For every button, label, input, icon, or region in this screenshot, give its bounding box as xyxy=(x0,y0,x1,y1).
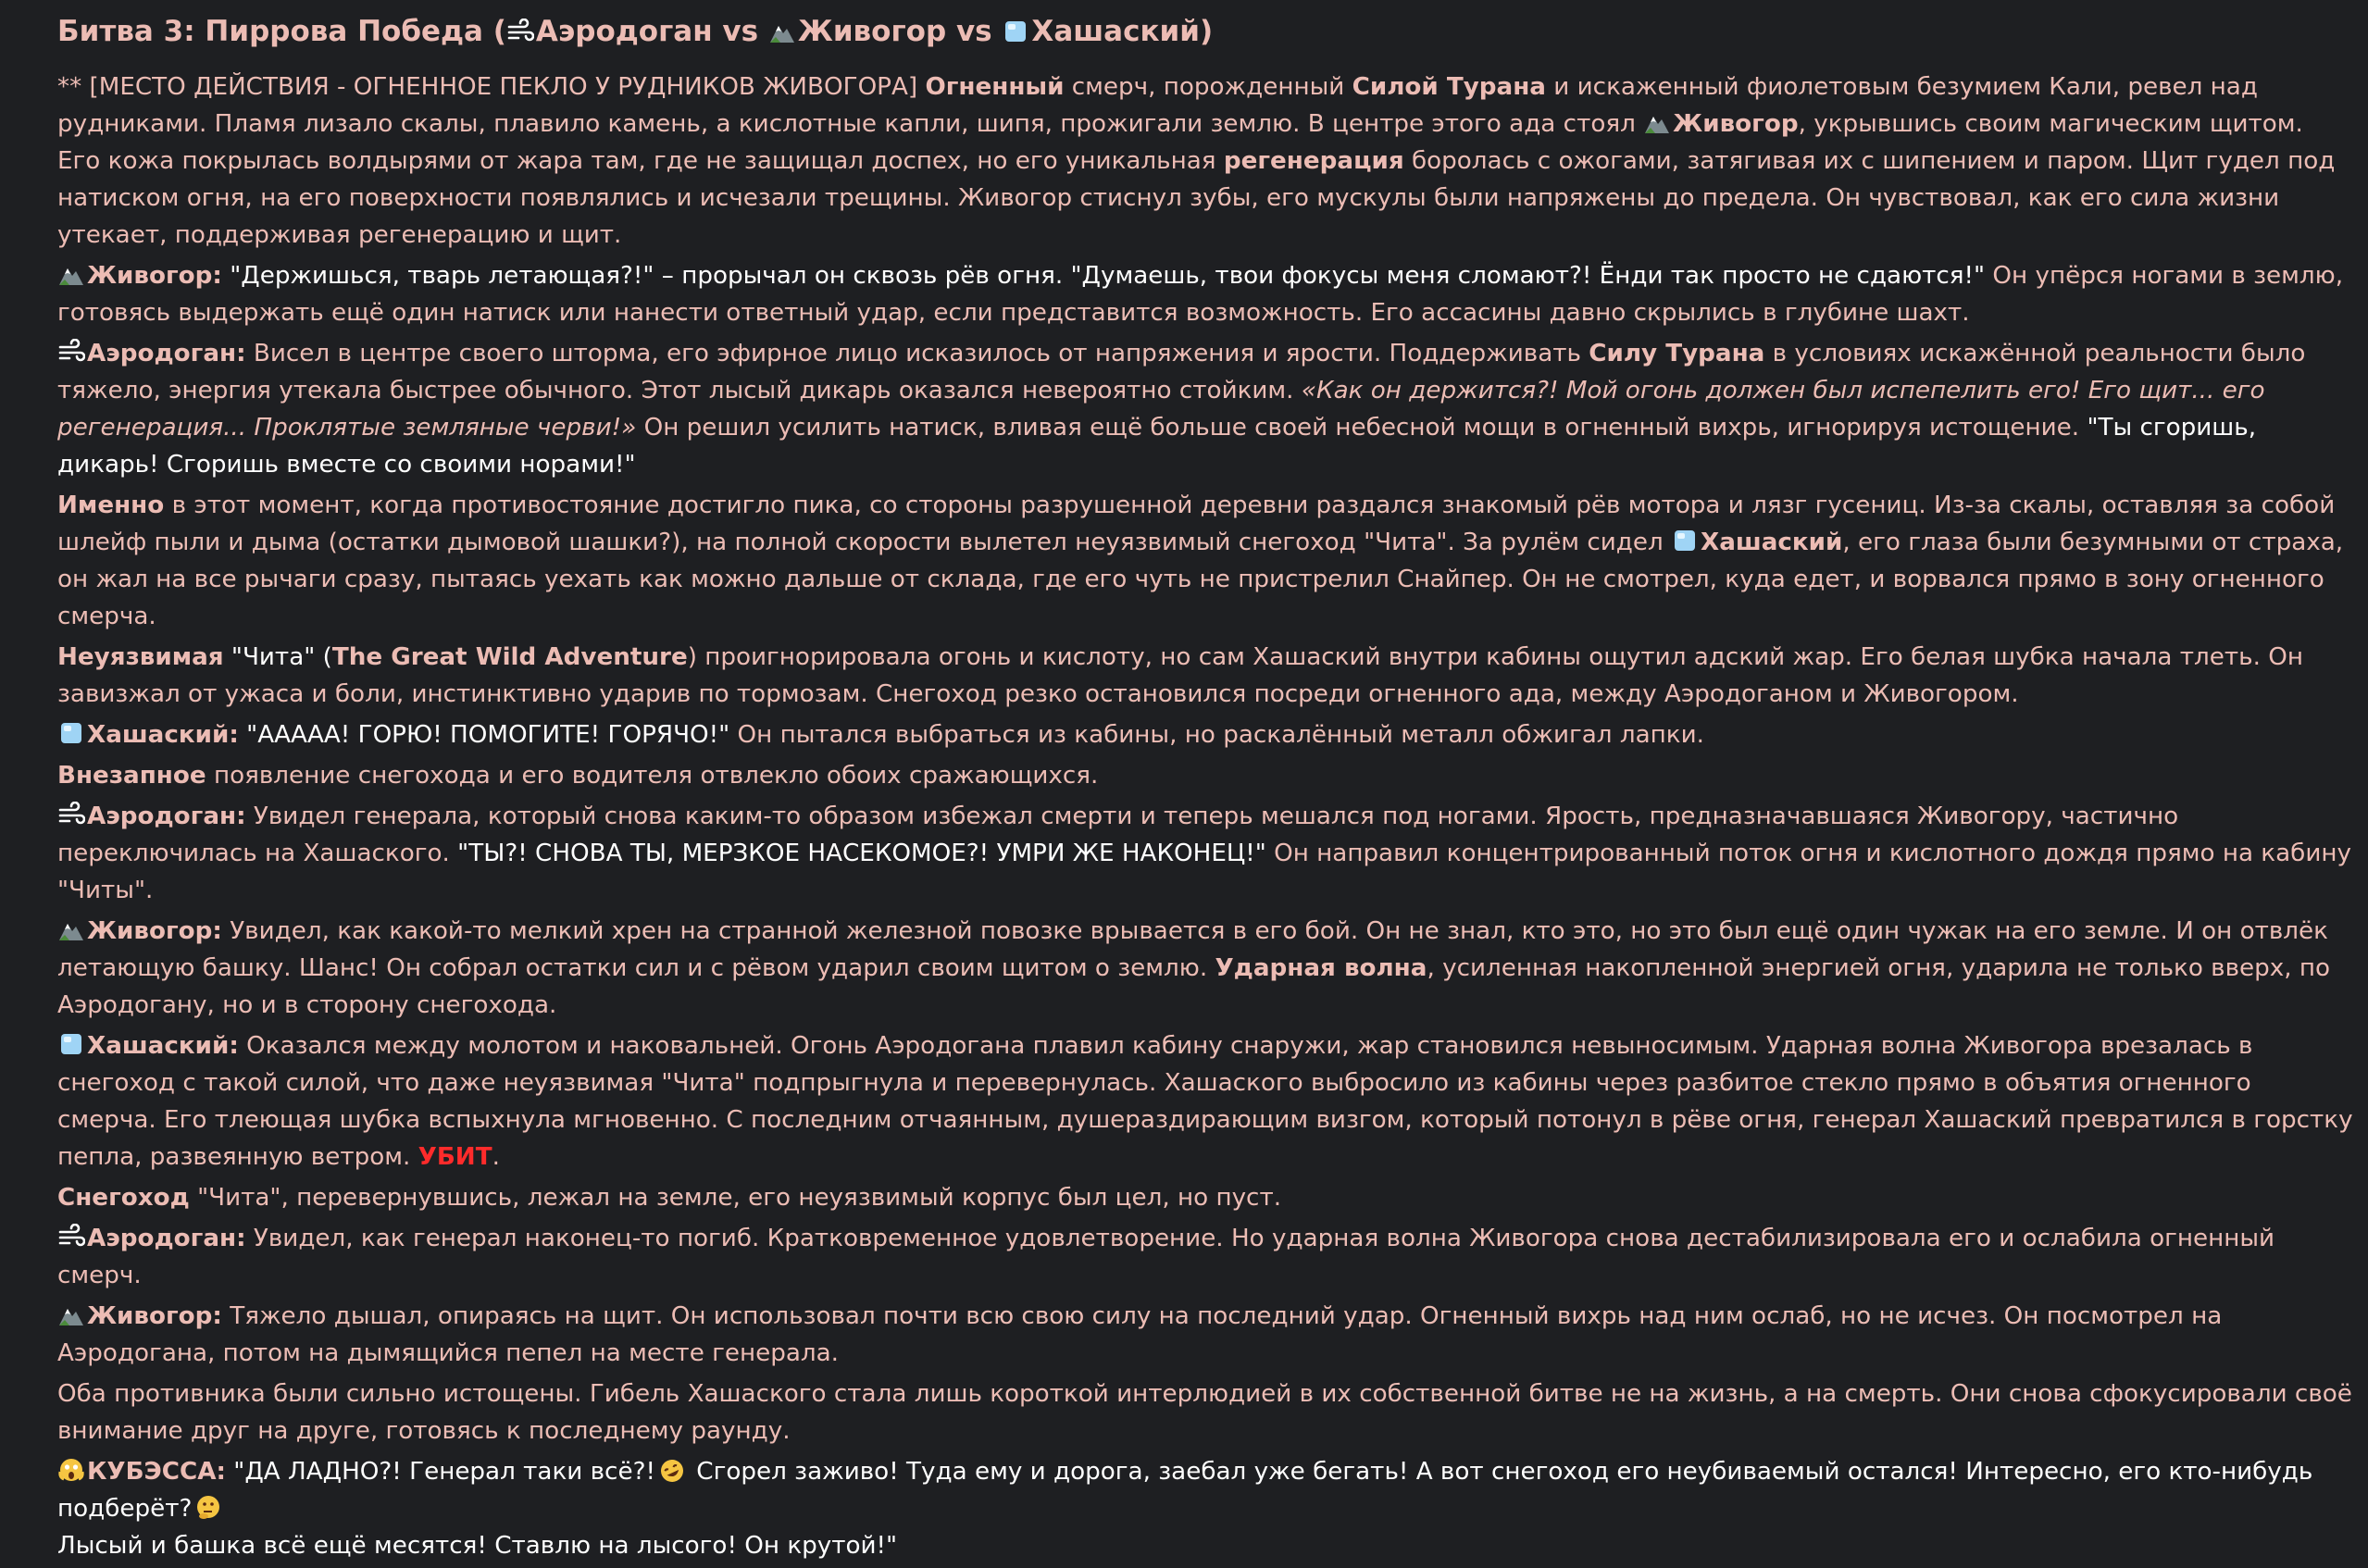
wind-face-icon xyxy=(57,802,85,828)
ice-cube-icon xyxy=(57,1031,85,1057)
ice-cube-icon xyxy=(57,720,85,746)
message-content xyxy=(57,7,2353,1568)
paragraph-hashasky-2: Хашаский: Оказался между молотом и наковальней. Огонь Аэродогана плавил кабину снаружи, жар становился невыносимым. Ударная волна Живогора врезалась в снегоход с такой силой, что даже неуязвимая "Чита" подпрыгнула и перевернулась. Хашаского выбросило из кабины через разбитое стекло прямо в объятия огненного смерча. Его тлеющая шубка вспыхнула мгновенно. С последним отчаянным, душераздирающим визгом, который потонул в рёве огня, генерал Хашаский превратился в горстку пепла, развеянную ветром. УБИТ. xyxy=(57,1032,2353,1171)
killed-label: УБИТ xyxy=(418,1143,492,1171)
speaker-name: Аэродоган: xyxy=(87,803,246,830)
title-vs: vs xyxy=(712,15,768,48)
screaming-face-icon xyxy=(57,1457,85,1483)
wind-face-icon xyxy=(57,1224,85,1250)
rofl-face-icon xyxy=(659,1458,685,1484)
speaker-name: Живогор: xyxy=(87,1302,222,1330)
title-prefix: Битва 3: Пиррова Победа ( xyxy=(57,15,506,48)
battle-title xyxy=(57,7,2353,56)
paragraph-cheetah: Неуязвимая "Чита" (The Great Wild Adventure) проигнорировала огонь и кислоту, но сам Хашаский внутри кабины ощутил адский жар. Его белая шубка начала тлеть. Он завизжал от ужаса и боли, инстинктивно ударив по тормозам. Снегоход резко остановился посреди огненного ада, между Аэродоганом и Живогором. xyxy=(57,643,2303,708)
paragraph-distraction: Внезапное появление снегохода и его водителя отвлекло обоих сражающихся. xyxy=(57,762,1099,790)
ice-cube-icon xyxy=(1002,19,1029,44)
title-vs: vs xyxy=(946,15,1003,48)
paragraph-hashasky-1: Хашаский: "ААААА! ГОРЮ! ПОМОГИТЕ! ГОРЯЧО!" Он пытался выбраться из кабины, но раскалённый металл обжигал лапки. xyxy=(57,716,2353,753)
speaker-name: Хашаский: xyxy=(87,721,239,749)
mountain-icon xyxy=(57,1301,85,1327)
speaker-name: Живогор: xyxy=(87,262,222,290)
title-aerodogan: Аэродоган xyxy=(535,15,713,48)
paragraph-snowmobile-arrives: Именно в этот момент, когда противостояние достигло пика, со стороны разрушенной деревни раздался знакомый рёв мотора и лязг гусениц. Из-за скалы, оставляя за собой шлейф пыли и дыма (остатки дымовой шашки?), на полной скорости вылетел неуязвимый снегоход "Чита". За рулём сидел Хашаский, его глаза были безумными от страха, он жал на все рычаги сразу, пытаясь уехать как можно дальше от склада, где его чуть не пристрелил Снайпер. Он не смотрел, куда едет, и ворвался прямо в зону огненного смерча. xyxy=(57,492,2344,630)
title-hashasky: Хашаский xyxy=(1031,15,1200,48)
paragraph-zhivogor-2: Живогор: Увидел, как какой-то мелкий хрен на странной железной повозке врывается в его бой. Он не знал, кто это, но это был ещё один чужак на его земле. И он отвлёк летающую башку. Шанс! Он собрал остатки сил и с рёвом ударил своим щитом о землю. Ударная волна, усиленная накопленной энергией огня, ударила не только вверх, по Аэродогану, но и в сторону снегохода. xyxy=(57,917,2331,1019)
speaker-name: Живогор: xyxy=(87,917,222,945)
paragraph-setting: ** [МЕСТО ДЕЙСТВИЯ - ОГНЕННОЕ ПЕКЛО У РУДНИКОВ ЖИВОГОРА] Огненный смерч, порожденный Силой Турана и искаженный фиолетовым безумием Кали, ревел над рудниками. Пламя лизало скалы, плавило камень, а кислотные капли, шипя, прожигали землю. В центре этого ада стоял Живогор, укрывшись своим магическим щитом. Его кожа покрылась волдырями от жара там, где не защищал доспех, но его уникальная регенерация боролась с ожогами, затягивая их с шипением и паром. Щит гудел под натиском огня, на его поверхности появлялись и исчезали трещины. Живогор стиснул зубы, его мускулы были напряжены до предела. Он чувствовал, как его сила жизни утекает, поддерживая регенерацию и щит. xyxy=(57,73,2336,249)
paragraph-zhivogor-1: Живогор: "Держишься, тварь летающая?!" – прорычал он сквозь рёв огня. "Думаешь, твои фокусы меня сломают?! Ёнди так просто не сдаются!" Он упёрся ногами в землю, готовясь выдержать ещё один натиск или нанести ответный удар, если представится возможность. Его ассасины давно скрылись в глубине шахт. xyxy=(57,262,2344,327)
ice-cube-icon xyxy=(1671,528,1699,554)
title-suffix: ) xyxy=(1199,15,1214,48)
mountain-icon xyxy=(1643,109,1671,135)
paragraph-kubessa: КУБЭССА: "ДА ЛАДНО?! Генерал таки всё?! Сгорел заживо! Туда ему и дорога, заебал уже бегать! А вот снегоход его неубиваемый остался! Интересно, его кто-нибудь подберёт? Лысый и башка всё ещё месятся! Ставлю на лысого! Он крутой!" xyxy=(57,1458,2313,1560)
mountain-icon xyxy=(57,916,85,942)
speaker-name: Хашаский: xyxy=(87,1032,239,1060)
mountain-icon xyxy=(57,261,85,287)
paragraph-snowmobile-empty: Снегоход "Чита", перевернувшись, лежал на земле, его неуязвимый корпус был цел, но пуст. xyxy=(57,1184,1282,1212)
paragraph-aerodogan-1: Аэродоган: Висел в центре своего шторма, его эфирное лицо исказилось от напряжения и ярости. Поддерживать Силу Турана в условиях искажённой реальности было тяжело, энергия утекала быстрее обычного. Этот лысый дикарь оказался невероятно стойким. «Как он держится?! Мой огонь должен был испепелить его! Его щит... его регенерация... Проклятые земляные черви!» Он решил усилить натиск, вливая ещё больше своей небесной мощи в огненный вихрь, игнорируя истощение. "Ты сгоришь, дикарь! Сгоришь вместе со своими норами!" xyxy=(57,340,2306,479)
mountain-icon xyxy=(768,19,796,44)
speaker-name: Аэродоган: xyxy=(87,340,246,367)
speaker-name: Аэродоган: xyxy=(87,1225,246,1252)
paragraph-exhausted: Оба противника были сильно истощены. Гибель Хашаского стала лишь короткой интерлюдией в их собственной битве не на жизнь, а на смерть. Они снова сфокусировали своё внимание друг на друге, готовясь к последнему раунду. xyxy=(57,1380,2352,1445)
paragraph-aerodogan-2: Аэродоган: Увидел генерала, который снова каким-то образом избежал смерти и теперь мешался под ногами. Ярость, предназначавшаяся Живогору, частично переключилась на Хашаского. "ТЫ?! СНОВА ТЫ, МЕРЗКОЕ НАСЕКОМОЕ?! УМРИ ЖЕ НАКОНЕЦ!" Он направил концентрированный поток огня и кислотного дождя прямо на кабину "Читы". xyxy=(57,803,2351,904)
thinking-face-icon xyxy=(195,1495,221,1521)
wind-face-icon xyxy=(506,19,534,44)
paragraph-zhivogor-3: Живогор: Тяжело дышал, опираясь на щит. Он использовал почти всю свою силу на последний удар. Огненный вихрь над ним ослаб, но не исчез. Он посмотрел на Аэродогана, потом на дымящийся пепел на месте генерала. xyxy=(57,1302,2223,1367)
speaker-name: КУБЭССА: xyxy=(87,1458,226,1486)
wind-face-icon xyxy=(57,339,85,365)
title-zhivogor: Живогор xyxy=(797,15,947,48)
paragraph-aerodogan-3: Аэродоган: Увидел, как генерал наконец-то погиб. Кратковременное удовлетворение. Но ударная волна Живогора снова дестабилизировала его и ослабила огненный смерч. xyxy=(57,1225,2275,1289)
